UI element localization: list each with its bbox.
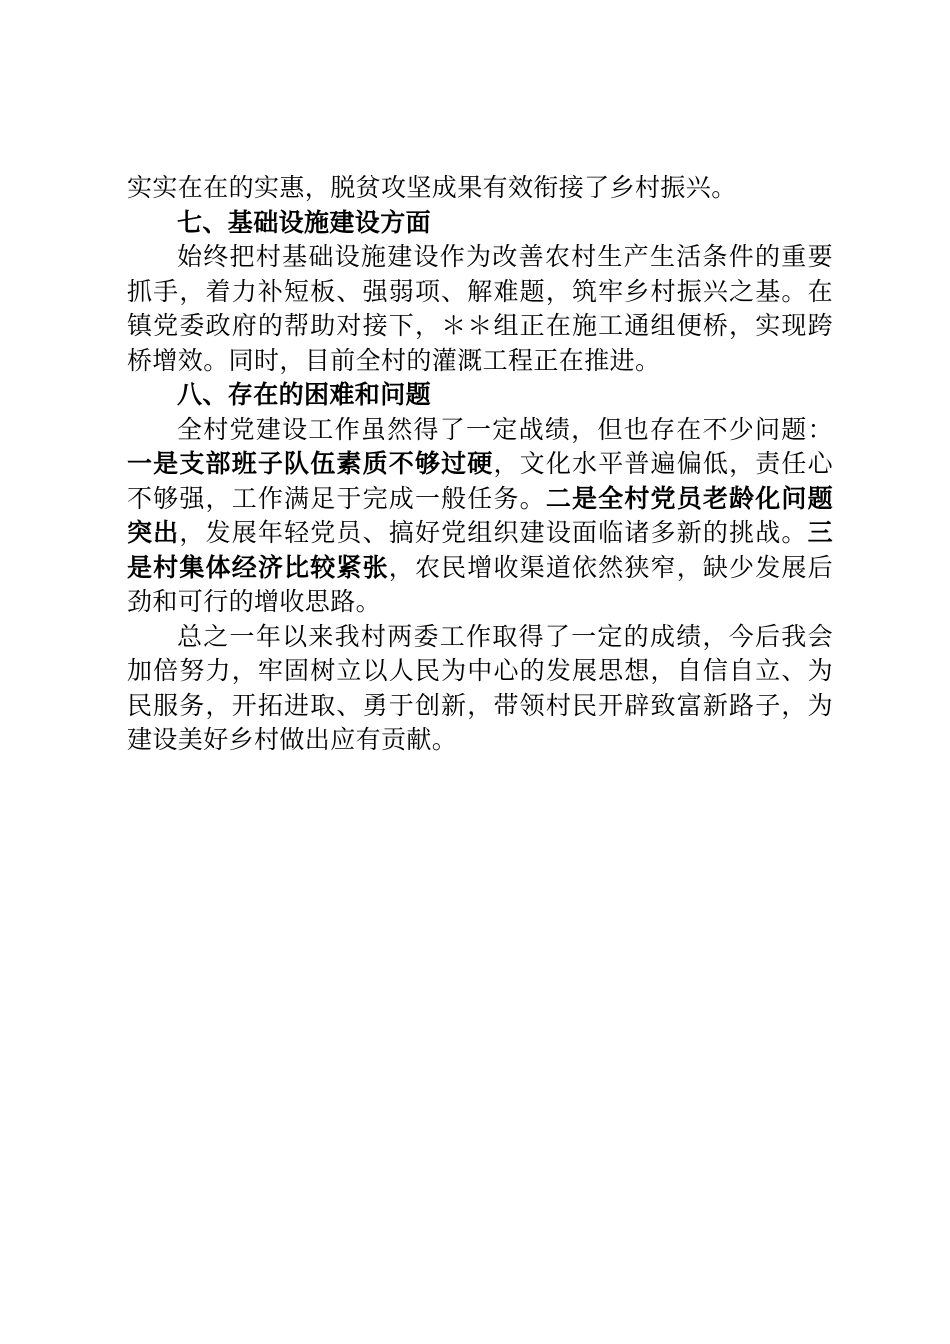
problem-2-text: ，发展年轻党员、搞好党组织建设面临诸多新的挑战。 <box>179 518 808 547</box>
paragraph-continued: 实实在在的实惠，脱贫攻坚成果有效衔接了乡村振兴。 <box>127 173 737 202</box>
document-body <box>127 171 833 758</box>
problem-2-bold: 二是全村党员老龄化问题突出 <box>127 483 833 547</box>
paragraph-problems <box>127 413 833 620</box>
problem-3-bold: 三是村集体经济比较紧张 <box>127 518 833 582</box>
problem-1-text: ，文化水平普遍偏低，责任心不够强，工作满足于完成一般任务。 <box>127 449 834 513</box>
section-heading-problems: 八、存在的困难和问题 <box>177 380 432 409</box>
problems-intro: 全村党建设工作虽然得了一定战绩，但也存在不少问题： <box>177 414 833 444</box>
paragraph-infrastructure: 始终把村基础设施建设作为改善农村生产生活条件的重要抓手，着力补短板、强弱项、解难题，筑牢乡村振兴之基。在镇党委政府的帮助对接下，＊＊组正在施工通组便桥，实现跨桥增效。同时，目前全村的灌溉工程正在推进。 <box>127 242 833 375</box>
problem-3-text: ，农民增收渠道依然狭窄，缺少发展后劲和可行的增收思路。 <box>127 552 833 616</box>
problem-1-bold: 一是支部班子队伍素质不够过硬 <box>127 449 494 478</box>
section-heading-infrastructure: 七、基础设施建设方面 <box>177 207 432 237</box>
paragraph-conclusion: 总之一年以来我村两委工作取得了一定的成绩，今后我会加倍努力，牢固树立以人民为中心的发展思想，自信自立、为民服务，开拓进取、勇于创新，带领村民开辟致富新路子，为建设美好乡村做出应有贡献。 <box>127 621 833 754</box>
